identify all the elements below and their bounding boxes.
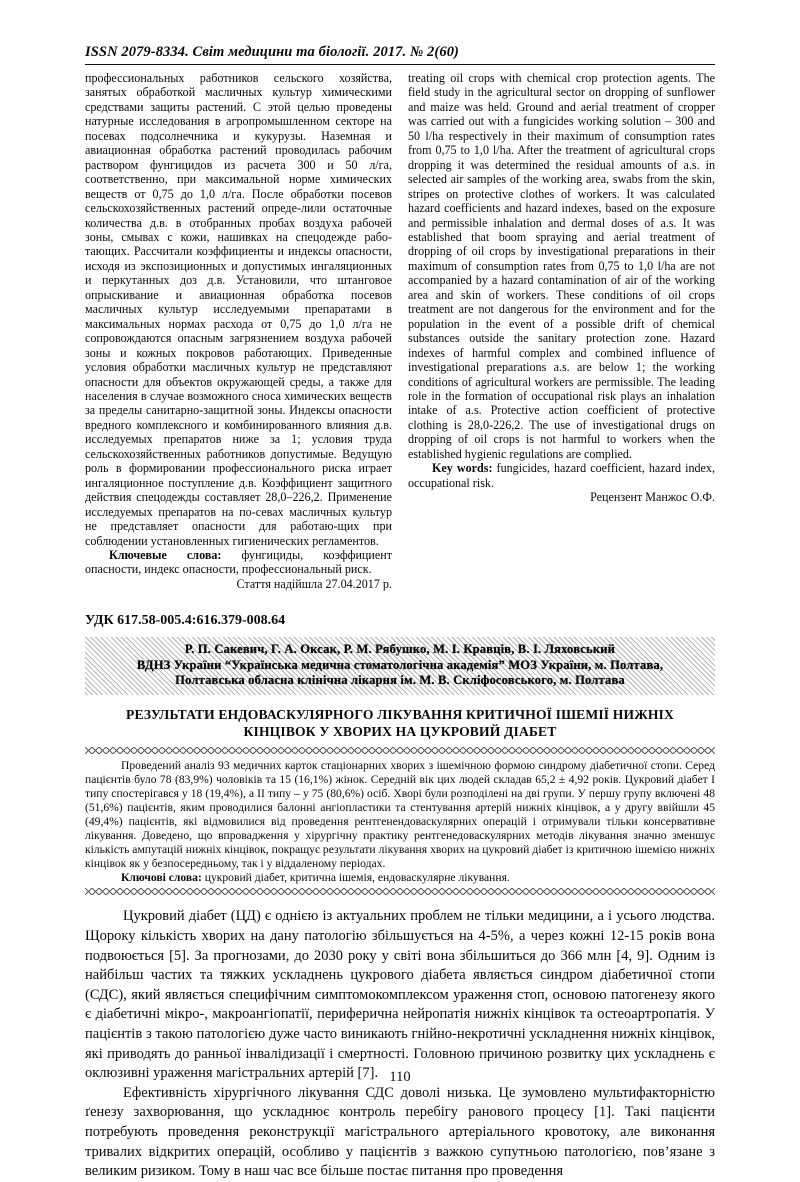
received-date: Стаття надійшла 27.04.2017 р.	[236, 576, 392, 591]
abstract-column-russian	[85, 71, 392, 591]
reviewer-line: Рецензент Манжос О.Ф.	[590, 490, 715, 505]
abstract-ua-keywords-label: Ключові слова:	[121, 871, 202, 885]
abstract-ru-keywords	[85, 548, 392, 577]
author-affiliation-band	[85, 637, 715, 694]
abstract-en-keywords	[408, 461, 715, 490]
abstract-ru-body: профессиональных работников сельского хозяйства, занятых обработкой масличных культур химическими средствами защиты растений. С этой целью проведены натурные исследования в агропромышленном секторе на посевах подсолнечника и кукурузы. Наземная и авиационная обработка растений проводилась рабочим раствором фунгицидов из расчета 300 и 50 л/га, соответственно, при максимальной норме химических веществ от 0,75 до 1,0 л/га. После обработки посевов сельскохозяйственных растений опреде-лили остаточные количества д.в. в отобранных пробах воздуха рабочей зоны, смывах с кожи, нашивках на спецодежде рабо-тающих. Рассчитали коэффициенты и индексы опасности, исходя из экспозиционных и допустимых ингаляционных и перкутанных доз д.в. Установили, что штанговое опрыскивание и авиационная обработка посевов масличных культур исследуемыми препаратами в максимальных нормах расхода от 0,75 до 1,0 л/га не сопровождаются опасным загрязнением воздуха рабочей зоны и кожных покровов работающих. Приведенные условия обработки масличных культур не представляют опасности для объектов окружающей среды, а также для населения в случае возможного сноса химических веществ за пределы санитарно-защитной зоны. Индексы опасности вредного комплексного и комбинированного влияния д.в. исследуемых препаратов ниже за 1; условия труда сельскохозяйственных работников допустимые. Ведущую роль в формировании профессионального риска играет ингаляционное поступление д.в. Коэффициент защитного действия спецодежды составляет 28,0–226,2. Применение исследуемых препаратов на по-севах масличных культур не представляет опасности для работаю-щих при соблюдении установленных гигиенических регламентов.	[85, 71, 392, 548]
affiliation-line-2: Полтавська обласна клінічна лікарня ім. М. В. Скліфосовського, м. Полтава	[175, 673, 625, 688]
body-paragraph-1: Цукровий діабет (ЦД) є однією із актуальних проблем не тільки медицини, а і усього людства. Щороку кількість хворих на дану патологію збільшується на 4-5%, а через кожні 12-15 років вона подвоюється [5]. За прогнозами, до 2030 року у світі вона збільшиться до 366 млн [4, 9]. Одним із найбільш частих та тяжких ускладнень цукрового діабета являється синдром діабетичної стопи (СДС), який являється специфічним симптомокомплексом ураження стоп, основою патогенезу якого є діабетичні мікро-, макроангіопатії, периферична нейропатія нижніх кінцівок та остеоартропатія. У пацієнтів з такою патологією дуже часто виникають гнійно-некротичні ускладнення нижніх кінцівок, які приводять до ранньої інвалідизації і смертності. Головною причиною розвитку цих ускладнень є оклюзивні ураження магістральних артерій [7].	[85, 908, 715, 1082]
abstract-ru-keywords-text: фунгициды, коэффициент опасности, индекс опасности, профессиональный риск.	[85, 547, 392, 577]
zigzag-divider-bottom	[85, 888, 715, 895]
abstract-en-keywords-text: fungicides, hazard coefficient, hazard index, occupational risk.	[408, 461, 715, 490]
abstract-column-english	[408, 71, 715, 591]
page-content	[85, 44, 715, 1182]
abstract-ukrainian	[85, 754, 715, 889]
abstract-ru-keywords-label: Ключевые слова:	[109, 547, 222, 562]
body-paragraph-2: Ефективність хірургічного лікування СДС доволі низька. Це зумовлено мультифакторністю ґенезу захворювання, що ускладнює контроль перебігу ранового процесу [1]. Такі пацієнти потребують проведення реконструкції магістрального артеріального кровотоку, але виконання тривалих відкритих операцій, особливо у пацієнтів з важкою супутньою патологією, пов’язане з великим ризиком. Тому в наш час все більше постає питання про проведення	[85, 1084, 715, 1180]
page-number: 110	[389, 1069, 411, 1085]
article-title-line-2: КІНЦІВОК У ХВОРИХ НА ЦУКРОВИЙ ДІАБЕТ	[243, 723, 557, 739]
article-body	[85, 907, 715, 1181]
abstract-en-body: treating oil crops with chemical crop protection agents. The field study in the agricultural sector on dropping of sunflower and maize was held. Ground and aerial treatment of cropper was carried out with a fungicides working solution – 300 and 50 l/ha respectively in their maximum of consumption rates from 0,75 to 1,0 l/ha. After the treatment of agricultural crops dropping it was determined the residual amounts of a.s. in selected air samples of the working area, swabs from the skin, stripes on protective clothes of workers. It was calculated hazard coefficients and hazard indexes, based on the exposure and permissible inhalation and dermal doses of a.s. It was established that boom spraying and aerial treatment of dropping of oil crops by investigational preparations in their maximum of consumption rates from 0,75 to 1,0 l/ha are not accompanied by a hazard contamination of air of the working area and skin of workers. These conditions of oil crops treatment are not dangerous for the environment and for the population in the event of a possible drift of chemical substances outside the sanitary protection zone. Hazard indexes of harmful complex and combined influence of investigational preparations a.s. are below 1; the working conditions of agricultural workers are permissible. The leading role in the formation of occupational risk plays an inhalation intake of a.s. Protective action coefficient of protective clothing is 28,0-226,2. The use of investigational drugs on dropping of oil crops is not harmful to workers when the established hygienic regulations are complied.	[408, 71, 715, 461]
abstract-ua-body: Проведений аналіз 93 медичних карток стаціонарних хворих з ішемічною формою синдрому діабетичної стопи. Серед пацієнтів було 78 (83,9%) чоловіків та 15 (16,1%) жінок. Середній вік цих людей складав 65,2 ± 4,92 років. Цукровий діабет І типу спостерігався у 18 (19,4%), а ІІ типу – у 75 (80,6%) осіб. Хворі були розподілені на дві групи. У першу групу включені 48 (51,6%) пацієнтів, яким проводилися балонні ангіопластики та стентування артерій нижніх кінцівок, а у другу ввійшли 45 (49,4%) пацієнтів, які відмовилися від проведення рентгенендоваскулярних операцій і отримували тільки консервативне лікування. Доведено, що впровадження у хірургічну практику рентгенедоваскулярних методів лікування значно зменшує кількість ампутацій нижніх кінцівок, покращує результати лікування хворих на цукровий діабет із критичною ішемією нижніх кінцівок як у безпосередньому, так і у віддаленому періодах.	[85, 758, 715, 871]
author-list: Р. П. Сакевич, Г. А. Оксак, Р. М. Рябушко, М. І. Кравців, В. І. Ляховський	[184, 642, 616, 657]
zigzag-divider-top	[85, 747, 715, 754]
abstract-ua-keywords	[85, 871, 715, 885]
affiliation-line-1: ВДНЗ України “Українська медична стоматологічна академія” МОЗ України, м. Полтава,	[136, 657, 664, 672]
udc-code: УДК 617.58-005.4:616.379-008.64	[85, 613, 286, 629]
running-head-rule	[85, 64, 715, 65]
article-title	[85, 706, 715, 740]
article-title-line-1: РЕЗУЛЬТАТИ ЕНДОВАСКУЛЯРНОГО ЛІКУВАННЯ КРИТИЧНОЇ ІШЕМІЇ НИЖНІХ	[126, 706, 674, 722]
abstract-en-keywords-label: Key words:	[432, 461, 493, 476]
abstract-columns	[85, 71, 715, 591]
running-head: ISSN 2079-8334. Світ медицини та біології. 2017. № 2(60)	[85, 44, 459, 60]
abstract-ua-keywords-text: цукровий діабет, критична ішемія, ендоваскулярне лікування.	[201, 871, 510, 885]
